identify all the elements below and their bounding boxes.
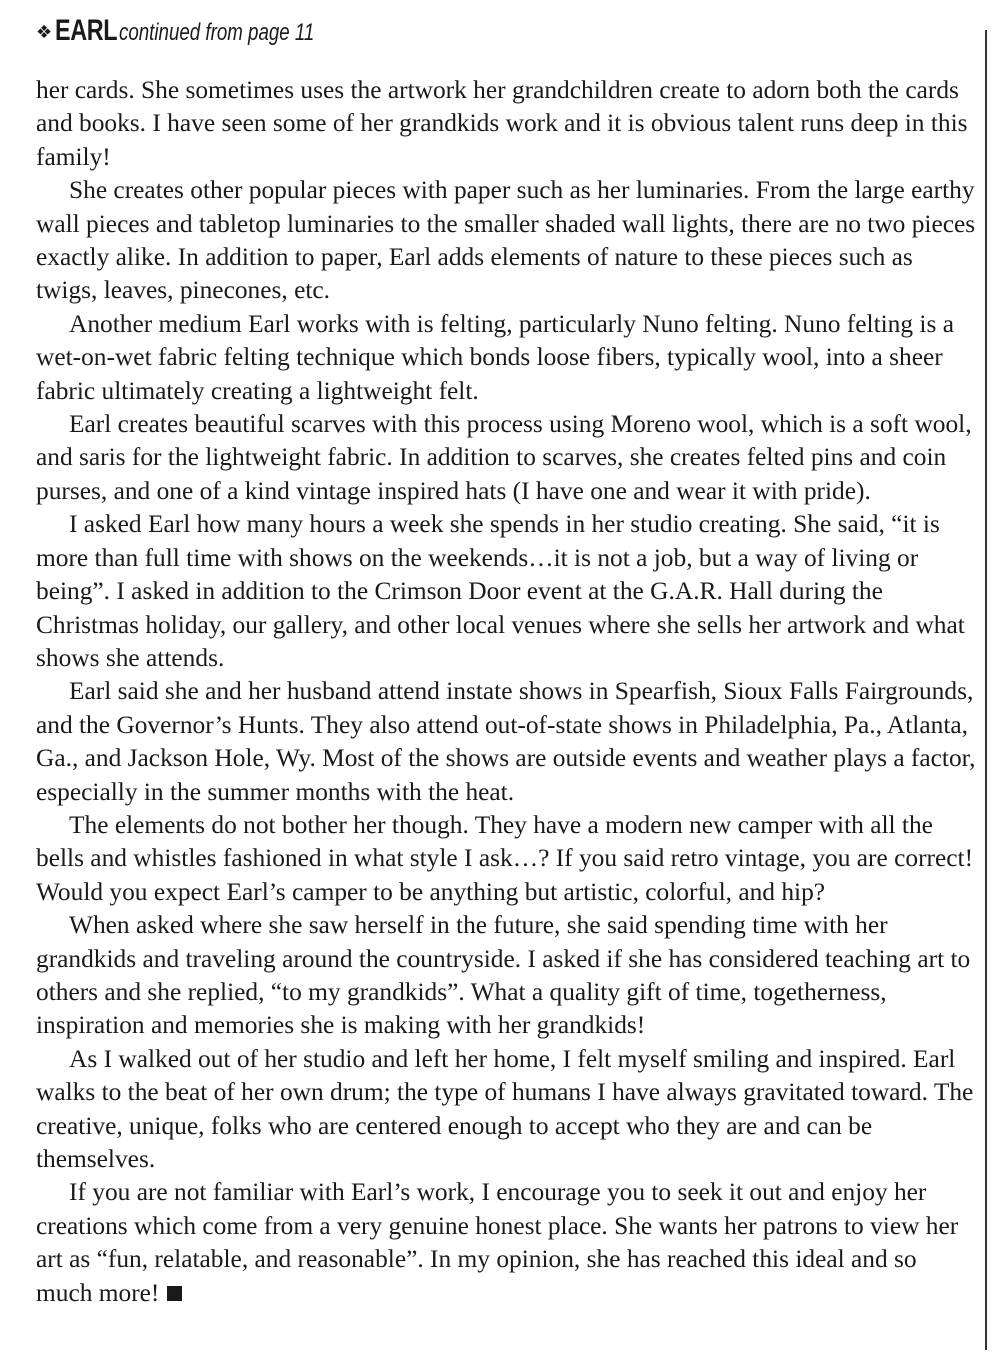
- paragraph: Earl said she and her husband attend instate shows in Spearfish, Sioux Falls Fairgrounds, and the Governor’s Hunts. They also attend out-of-state shows in Philadelphia, Pa., Atlanta, Ga., and Jackson Hole, Wy. Most of the shows are outside events and weather plays a factor, especially in the summer months with the heat.: [36, 677, 976, 806]
- diamond-ornament-icon: ❖: [36, 22, 53, 43]
- paragraph: She creates other popular pieces with paper such as her luminaries. From the large earthy wall pieces and tabletop luminaries to the smaller shaded wall lights, there are no two pieces exactly alike. In addition to paper, Earl adds elements of nature to these pieces such as twigs, leaves, pinecones, etc.: [36, 176, 976, 305]
- paragraph: Another medium Earl works with is felting, particularly Nuno felting. Nuno felting is a wet-on-wet fabric felting technique which bonds loose fibers, typically wool, into a sheer fabric ultimately creating a lightweight felt.: [36, 309, 954, 405]
- paragraph: I asked Earl how many hours a week she spends in her studio creating. She said, “it is more than full time with shows on the weekends…it is not a job, but a way of living or being”. I asked in addition to the Crimson Door event at the G.A.R. Hall during the Christmas holiday, our gallery, and other local venues where she sells her artwork and what shows she attends.: [36, 510, 965, 672]
- paragraph-last: [36, 1176, 976, 1310]
- continued-from-label: continued from page 11: [119, 19, 315, 46]
- end-of-article-square-icon: [167, 1286, 182, 1301]
- paragraph: The elements do not bother her though. They have a modern new camper with all the bells and whistles fashioned in what style I ask…? If you said retro vintage, you are correct! Would you expect Earl’s camper to be anything but artistic, colorful, and hip?: [36, 810, 974, 906]
- paragraph: When asked where she saw herself in the future, she said spending time with her grandkids and traveling around the countryside. I asked if she has considered teaching art to others and she replied, “to my grandkids”. What a quality gift of time, togetherness, inspiration and memories she is making with her grandkids!: [36, 911, 971, 1040]
- paragraph-last-text: If you are not familiar with Earl’s work, I encourage you to seek it out and enjoy her creations which come from a very genuine honest place. She wants her patrons to view her art as “fun, relatable, and reasonable”. In my opinion, she has reached this ideal and so much more!: [36, 1178, 959, 1307]
- article-name: EARL: [55, 14, 118, 47]
- article-body: [36, 74, 976, 1310]
- paragraph: As I walked out of her studio and left her home, I felt myself smiling and inspired. Earl walks to the beat of her own drum; the type of humans I have always gravitated toward. The creative, unique, folks who are centered enough to accept who they are and can be themselves.: [36, 1044, 974, 1173]
- column-rule: [985, 30, 987, 1350]
- paragraph: Earl creates beautiful scarves with this process using Moreno wool, which is a soft wool, and saris for the lightweight fabric. In addition to scarves, she creates felted pins and coin purses, and one of a kind vintage inspired hats (I have one and wear it with pride).: [36, 410, 972, 505]
- continuation-header: [36, 14, 370, 54]
- paragraph: her cards. She sometimes uses the artwork her grandchildren create to adorn both the cards and books. I have seen some of her grandkids work and it is obvious talent runs deep in this family!: [36, 76, 968, 171]
